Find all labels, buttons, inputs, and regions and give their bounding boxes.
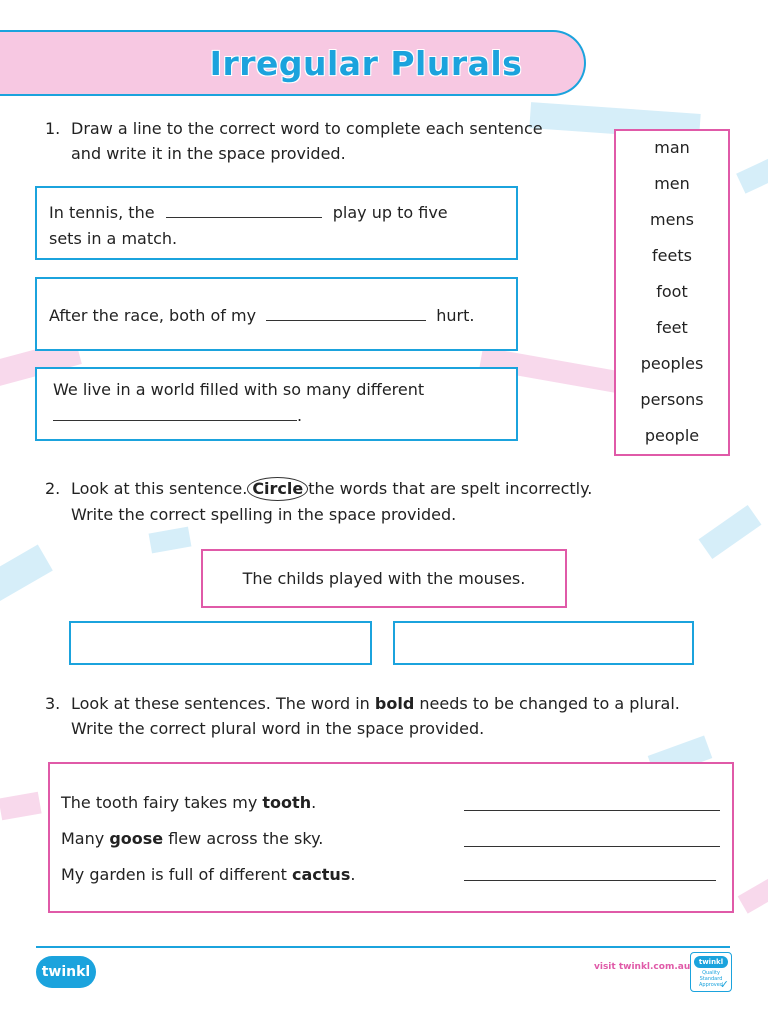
sentence-text: sets in a match. bbox=[49, 229, 178, 248]
page-title: Irregular Plurals bbox=[209, 43, 523, 83]
word-bank-item[interactable]: feets bbox=[652, 246, 692, 265]
answer-blank[interactable] bbox=[53, 407, 297, 421]
plural-sentence: The tooth fairy takes my tooth. bbox=[61, 793, 317, 812]
instruction-line: Draw a line to the correct word to complete each sentence bbox=[71, 119, 543, 138]
circle-word: Circle bbox=[247, 477, 308, 501]
question-3-instructions bbox=[45, 691, 745, 743]
sentence-box-2 bbox=[35, 277, 518, 351]
decoration-strip bbox=[699, 505, 762, 559]
word-bank-item[interactable]: peoples bbox=[640, 354, 704, 373]
instruction-line: Write the correct plural word in the space provided. bbox=[71, 719, 485, 738]
answer-box-1[interactable] bbox=[69, 621, 372, 665]
question-number: 1. bbox=[45, 119, 61, 138]
answer-blank[interactable] bbox=[266, 307, 426, 321]
word-bank bbox=[614, 129, 730, 456]
question-number: 3. bbox=[45, 694, 61, 713]
answer-box-2[interactable] bbox=[393, 621, 694, 665]
decoration-strip bbox=[149, 527, 192, 554]
footer-url[interactable]: visit twinkl.com.au bbox=[594, 962, 691, 972]
sentence-box-3 bbox=[35, 367, 518, 441]
word-bank-item[interactable]: mens bbox=[650, 210, 694, 229]
question-1-instructions bbox=[45, 116, 605, 168]
footer-divider bbox=[36, 946, 730, 948]
quality-badge bbox=[690, 952, 732, 992]
bold-word: cactus bbox=[292, 865, 351, 884]
instruction-text: the words that are spelt incorrectly. bbox=[308, 479, 593, 498]
instruction-line: and write it in the space provided. bbox=[71, 144, 346, 163]
word-bank-item[interactable]: feet bbox=[656, 318, 688, 337]
plural-sentences-box bbox=[48, 762, 734, 913]
answer-line[interactable] bbox=[464, 880, 716, 881]
instruction-line bbox=[71, 476, 592, 501]
twinkl-logo: twinkl bbox=[36, 956, 96, 988]
sentence-text: . bbox=[297, 406, 303, 425]
decoration-strip bbox=[736, 148, 768, 193]
answer-line[interactable] bbox=[464, 846, 720, 847]
instruction-bold: bold bbox=[374, 694, 415, 713]
answer-blank[interactable] bbox=[166, 204, 322, 218]
question-2-instructions bbox=[45, 476, 705, 528]
badge-text: Quality Standard Approved bbox=[699, 970, 723, 988]
instruction-text: Look at this sentence. bbox=[71, 479, 248, 498]
instruction-line bbox=[71, 691, 680, 716]
plural-sentence: My garden is full of different cactus. bbox=[61, 865, 356, 884]
sentence-text: After the race, both of my bbox=[49, 306, 257, 325]
word-bank-item[interactable]: man bbox=[654, 138, 690, 157]
instruction-line: Write the correct spelling in the space provided. bbox=[71, 505, 457, 524]
word-bank-item[interactable]: persons bbox=[640, 390, 704, 409]
sentence-text: In tennis, the bbox=[49, 203, 155, 222]
badge-title: twinkl bbox=[694, 956, 728, 968]
answer-line[interactable] bbox=[464, 810, 720, 811]
sentence-text: We live in a world filled with so many different bbox=[53, 380, 425, 399]
title-banner bbox=[0, 30, 586, 96]
word-bank-item[interactable]: men bbox=[654, 174, 690, 193]
check-icon: ✓ bbox=[719, 978, 729, 991]
bold-word: tooth bbox=[262, 793, 312, 812]
incorrect-sentence: The childs played with the mouses. bbox=[242, 569, 526, 588]
decoration-strip bbox=[0, 792, 42, 821]
sentence-box-1 bbox=[35, 186, 518, 260]
word-bank-item[interactable]: people bbox=[644, 426, 700, 445]
sentence-text: hurt. bbox=[436, 306, 475, 325]
decoration-strip bbox=[0, 545, 53, 606]
decoration-strip bbox=[738, 876, 768, 913]
question-number: 2. bbox=[45, 479, 61, 498]
plural-sentence: Many goose flew across the sky. bbox=[61, 829, 324, 848]
word-bank-item[interactable]: foot bbox=[656, 282, 688, 301]
incorrect-sentence-box bbox=[201, 549, 567, 608]
instruction-text: Look at these sentences. The word in bbox=[71, 694, 370, 713]
sentence-text: play up to five bbox=[332, 203, 448, 222]
bold-word: goose bbox=[109, 829, 164, 848]
instruction-text: needs to be changed to a plural. bbox=[419, 694, 680, 713]
